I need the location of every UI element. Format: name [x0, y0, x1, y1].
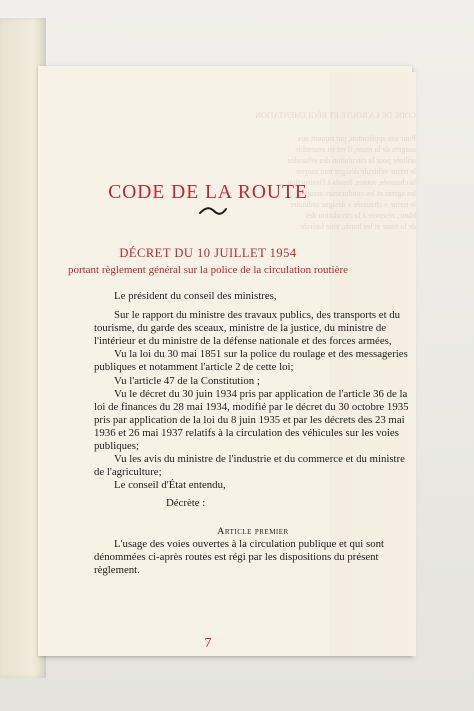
body-paragraph: Le président du conseil des ministres, — [114, 290, 277, 302]
body-paragraph: Le conseil d'État entendu, — [114, 479, 226, 492]
body-paragraph: Vu la loi du 30 mai 1851 sur la police du roulage et des messageries publiques et notamment l'article 2 de cette loi; — [94, 348, 408, 374]
body-paragraph: Vu les avis du ministre de l'industrie et du commerce et du ministre de l'agriculture; — [94, 453, 405, 479]
decree-subtitle: portant règlement général sur la police de la circulation routière — [67, 264, 349, 276]
swash-ornament — [198, 206, 228, 216]
decrete-line: Décrète : — [166, 497, 206, 510]
page-title: CODE DE LA ROUTE — [108, 182, 308, 203]
body-paragraph: Vu le décret du 30 juin 1934 pris par application de l'article 36 de la loi de finances du 28 mai 1934, modifié par le décret du 30 octobre 1935 pris par application de la loi du 8 juin 1935 et par les décrets des 23 mai 1936 et 26 mai 1937 relatifs à la circulation des véhicules sur les voies publiques; — [94, 387, 409, 453]
page-number: 7 — [204, 636, 212, 651]
article-text: L'usage des voies ouvertes à la circulation publique et qui sont dénommées ci-après routes est régi par les dispositions du présent règlement. — [94, 537, 384, 576]
decree-title: DÉCRET DU 10 JUILLET 1954 — [119, 246, 297, 260]
body-paragraph: Sur le rapport du ministre des travaux publics, des transports et du tourisme, du garde des sceaux, ministre de la justice, du ministre de l'intérieur et du ministre de la défense nationale et des forces armées, — [94, 309, 401, 348]
decree-body — [94, 290, 412, 577]
page-content — [38, 66, 412, 656]
show-through-text: CODE DE LA ROUTE ET RÉGLEMENTATION Pour son application, par rapport aux usagers de la route, il est en ensemble utilisée pour la circulation des véhicules le terme véhicule désigne tout moyen la chaussée, routes, fossés à l'instruction les agents et les conducteurs assujettis le terme « chaussée » désigne ordinaire blanc, réservée à la circulation des de la route et les bords, voie latérale — [255, 111, 416, 231]
body-paragraph: Vu l'article 47 de la Constitution ; — [114, 374, 260, 387]
article-heading: Article premier — [217, 525, 289, 537]
